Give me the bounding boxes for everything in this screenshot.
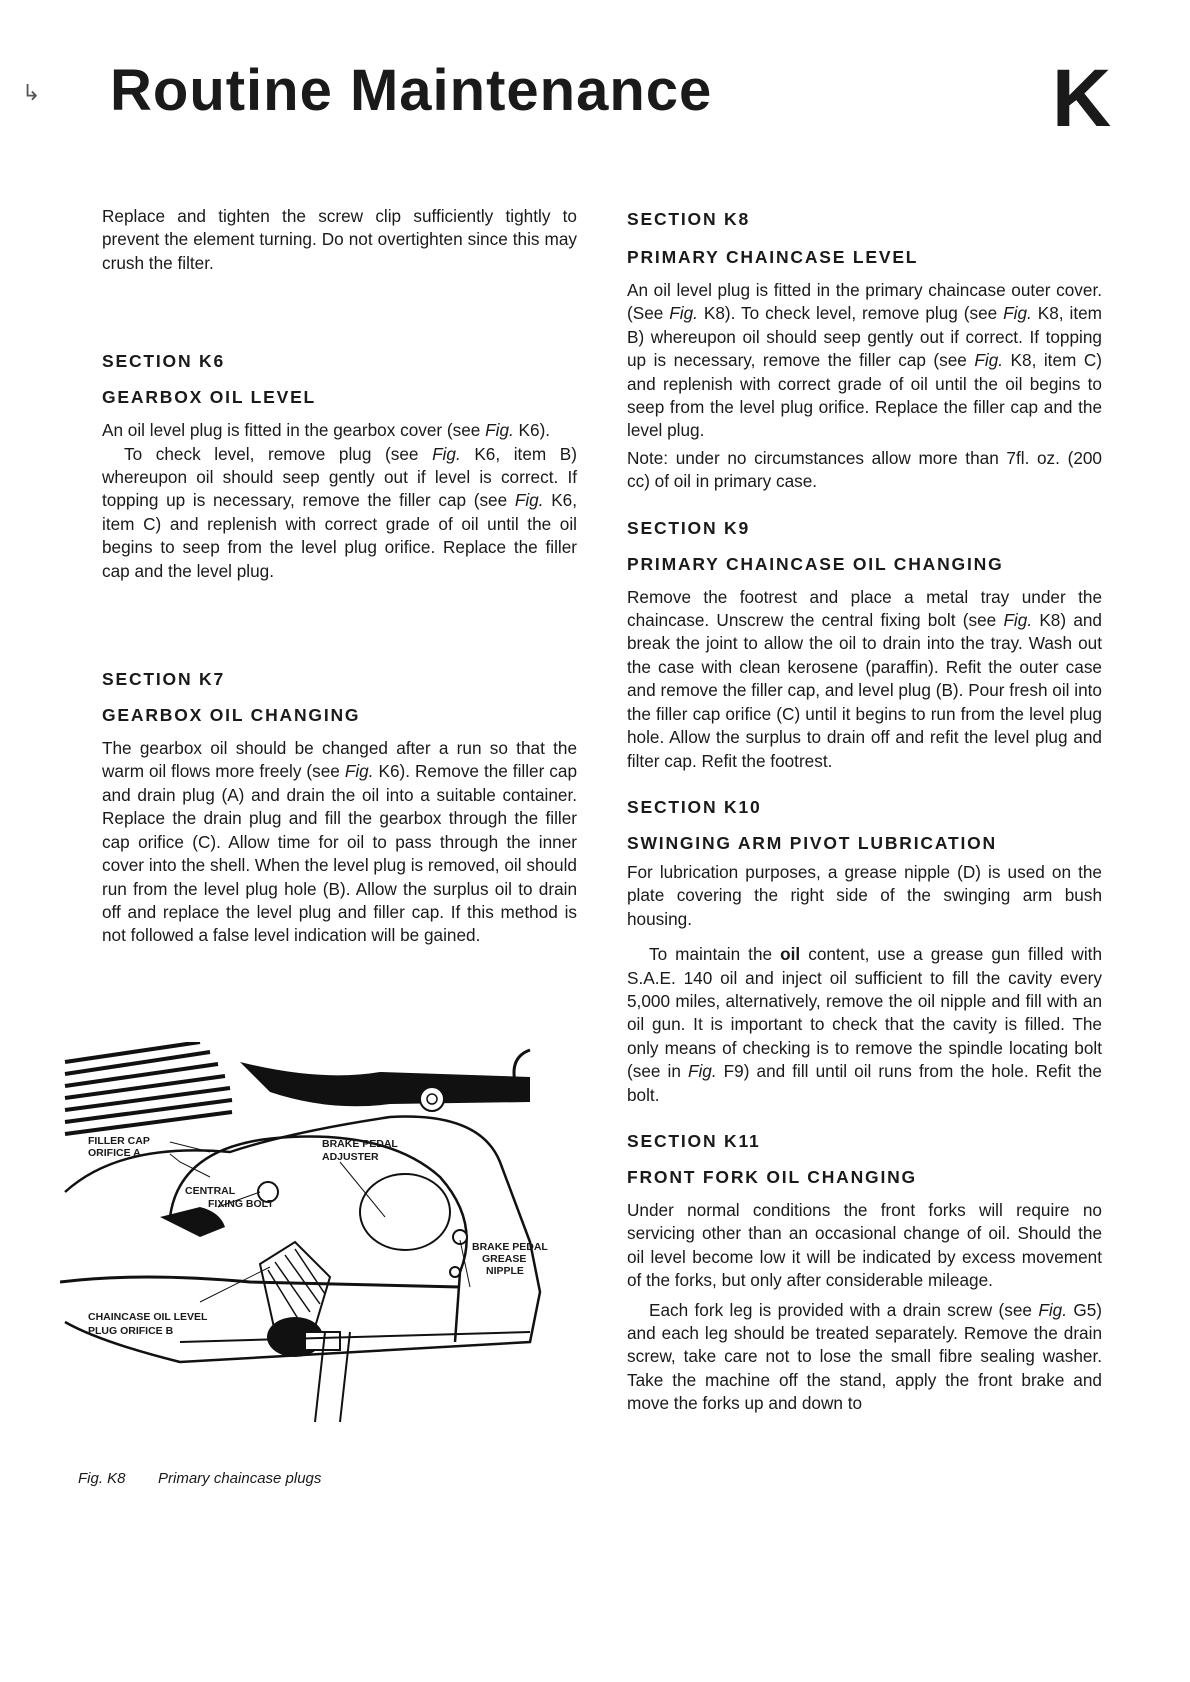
k6-paragraph-1: An oil level plug is fitted in the gearbox cover (see Fig. K6).: [102, 420, 551, 441]
label-brake-pedal-adjuster: BRAKE PEDAL ADJUSTER: [322, 1138, 398, 1163]
right-column: [627, 207, 1102, 1416]
binding-mark: ↳: [22, 80, 41, 105]
section-k9-label: SECTION K9: [627, 517, 751, 538]
k7-paragraph-1: The gearbox oil should be changed after a run so that the warm oil flows more freely (see Fig. K6). Remove the filler cap and drain plug (A) and drain the oil into a suitable container. Replace the drain plug and fill the gearbox through the filler cap orifice (C). Allow time for oil to pass through the inner cover into the shell. When the level plug is removed, oil should run from the level plug hole (B). Allow the surplus oil to drain off and replace the level plug and filler cap. If this method is not followed a false level indication will be gained.: [102, 738, 578, 946]
label-filler-cap: FILLER CAP ORIFICE A: [88, 1135, 150, 1159]
section-k7-heading: GEARBOX OIL CHANGING: [102, 705, 361, 726]
section-k11-label: SECTION K11: [627, 1130, 761, 1151]
k6-paragraph-2: To check level, remove plug (see Fig. K6, item B) whereupon oil should seep gently out if level is correct. If topping up is necessary, remove the filler cap (see Fig. K6, item C) and replenish with correct grade of oil until the oil begins to seep from the level plug orifice. Replace the filler cap and the level plug.: [102, 443, 578, 581]
label-chaincase-oil-level: CHAINCASE OIL LEVEL PLUG ORIFICE B: [88, 1311, 208, 1337]
k9-paragraph-1: Remove the footrest and place a metal tray under the chaincase. Unscrew the central fixing bolt (see Fig. K8) and break the joint to allow the oil to drain into the tray. Wash out the case with clean kerosene (paraffin). Refit the outer case and remove the filler cap, and level plug (B). Pour fresh oil into the filler cap orifice (C) until it begins to run from the level plug hole. Allow the surplus to drain off and refit the level plug and filter cap. Refit the footrest.: [627, 586, 1102, 771]
section-k6-label: SECTION K6: [102, 351, 226, 372]
section-k7-label: SECTION K7: [102, 669, 226, 690]
label-central-fixing-bolt: CENTRAL FIXING BOLT: [185, 1185, 274, 1210]
section-k10-heading: SWINGING ARM PIVOT LUBRICATION: [627, 832, 997, 853]
k11-paragraph-1: Under normal conditions the front forks will require no servicing other than an occasional change of oil. Should the oil level become low it will be indicated by excess movement of the forks, but only after considerable mileage.: [627, 1199, 1102, 1291]
section-k6-heading: GEARBOX OIL LEVEL: [102, 387, 317, 408]
figure-caption: Fig. K8 Primary chaincase plugs: [78, 1470, 322, 1487]
section-k10-label: SECTION K10: [627, 796, 762, 817]
chapter-letter: K: [1052, 53, 1112, 144]
section-k9-heading: PRIMARY CHAINCASE OIL CHANGING: [627, 553, 1004, 574]
section-k8-heading: PRIMARY CHAINCASE LEVEL: [627, 247, 919, 267]
section-k11-heading: FRONT FORK OIL CHANGING: [627, 1166, 917, 1187]
label-grease-nipple: BRAKE PEDAL GREASE NIPPLE: [472, 1241, 548, 1277]
k11-paragraph-2: Each fork leg is provided with a drain screw (see Fig. G5) and each leg should be treated separately. Remove the drain screw, take care not to lose the small fibre sealing washer. Take the machine off the stand, apply the front brake and move the forks up and down to: [627, 1299, 1102, 1414]
primary-chaincase-diagram: [60, 1042, 600, 1427]
section-k8-label: SECTION K8: [627, 209, 751, 229]
page-title: Routine Maintenance: [110, 58, 713, 123]
k10-paragraph-1: For lubrication purposes, a grease nipple (D) is used on the plate covering the right side of the swinging arm bush housing.: [627, 861, 1102, 929]
k8-paragraph-1: An oil level plug is fitted in the primary chaincase outer cover. (See Fig. K8). To check level, remove plug (see Fig. K8, item B) whereupon oil should seep gently out if correct. If topping up is necessary, remove the filler cap (see Fig. K8, item C) and replenish with correct grade of oil until the oil begins to seep from the level plug orifice. Replace the filler cap and the level plug.: [627, 280, 1102, 441]
left-column: [102, 205, 577, 948]
k8-note: Note: under no circumstances allow more than 7fl. oz. (200 cc) of oil in primary case.: [627, 447, 1102, 492]
intro-paragraph: Replace and tighten the screw clip sufficiently tightly to prevent the element turning. Do not overtighten since this may crush the filter.: [102, 206, 577, 273]
k10-paragraph-2: To maintain the oil content, use a grease gun filled with S.A.E. 140 oil and inject oil sufficient to fill the cavity every 5,000 miles, alternatively, remove the oil nipple and fill with an oil gun. It is important to check that the cavity is filled. The only means of checking is to remove the spindle locating bolt (see in Fig. F9) and fill until oil runs from the hole. Refit the bolt.: [627, 944, 1102, 1105]
